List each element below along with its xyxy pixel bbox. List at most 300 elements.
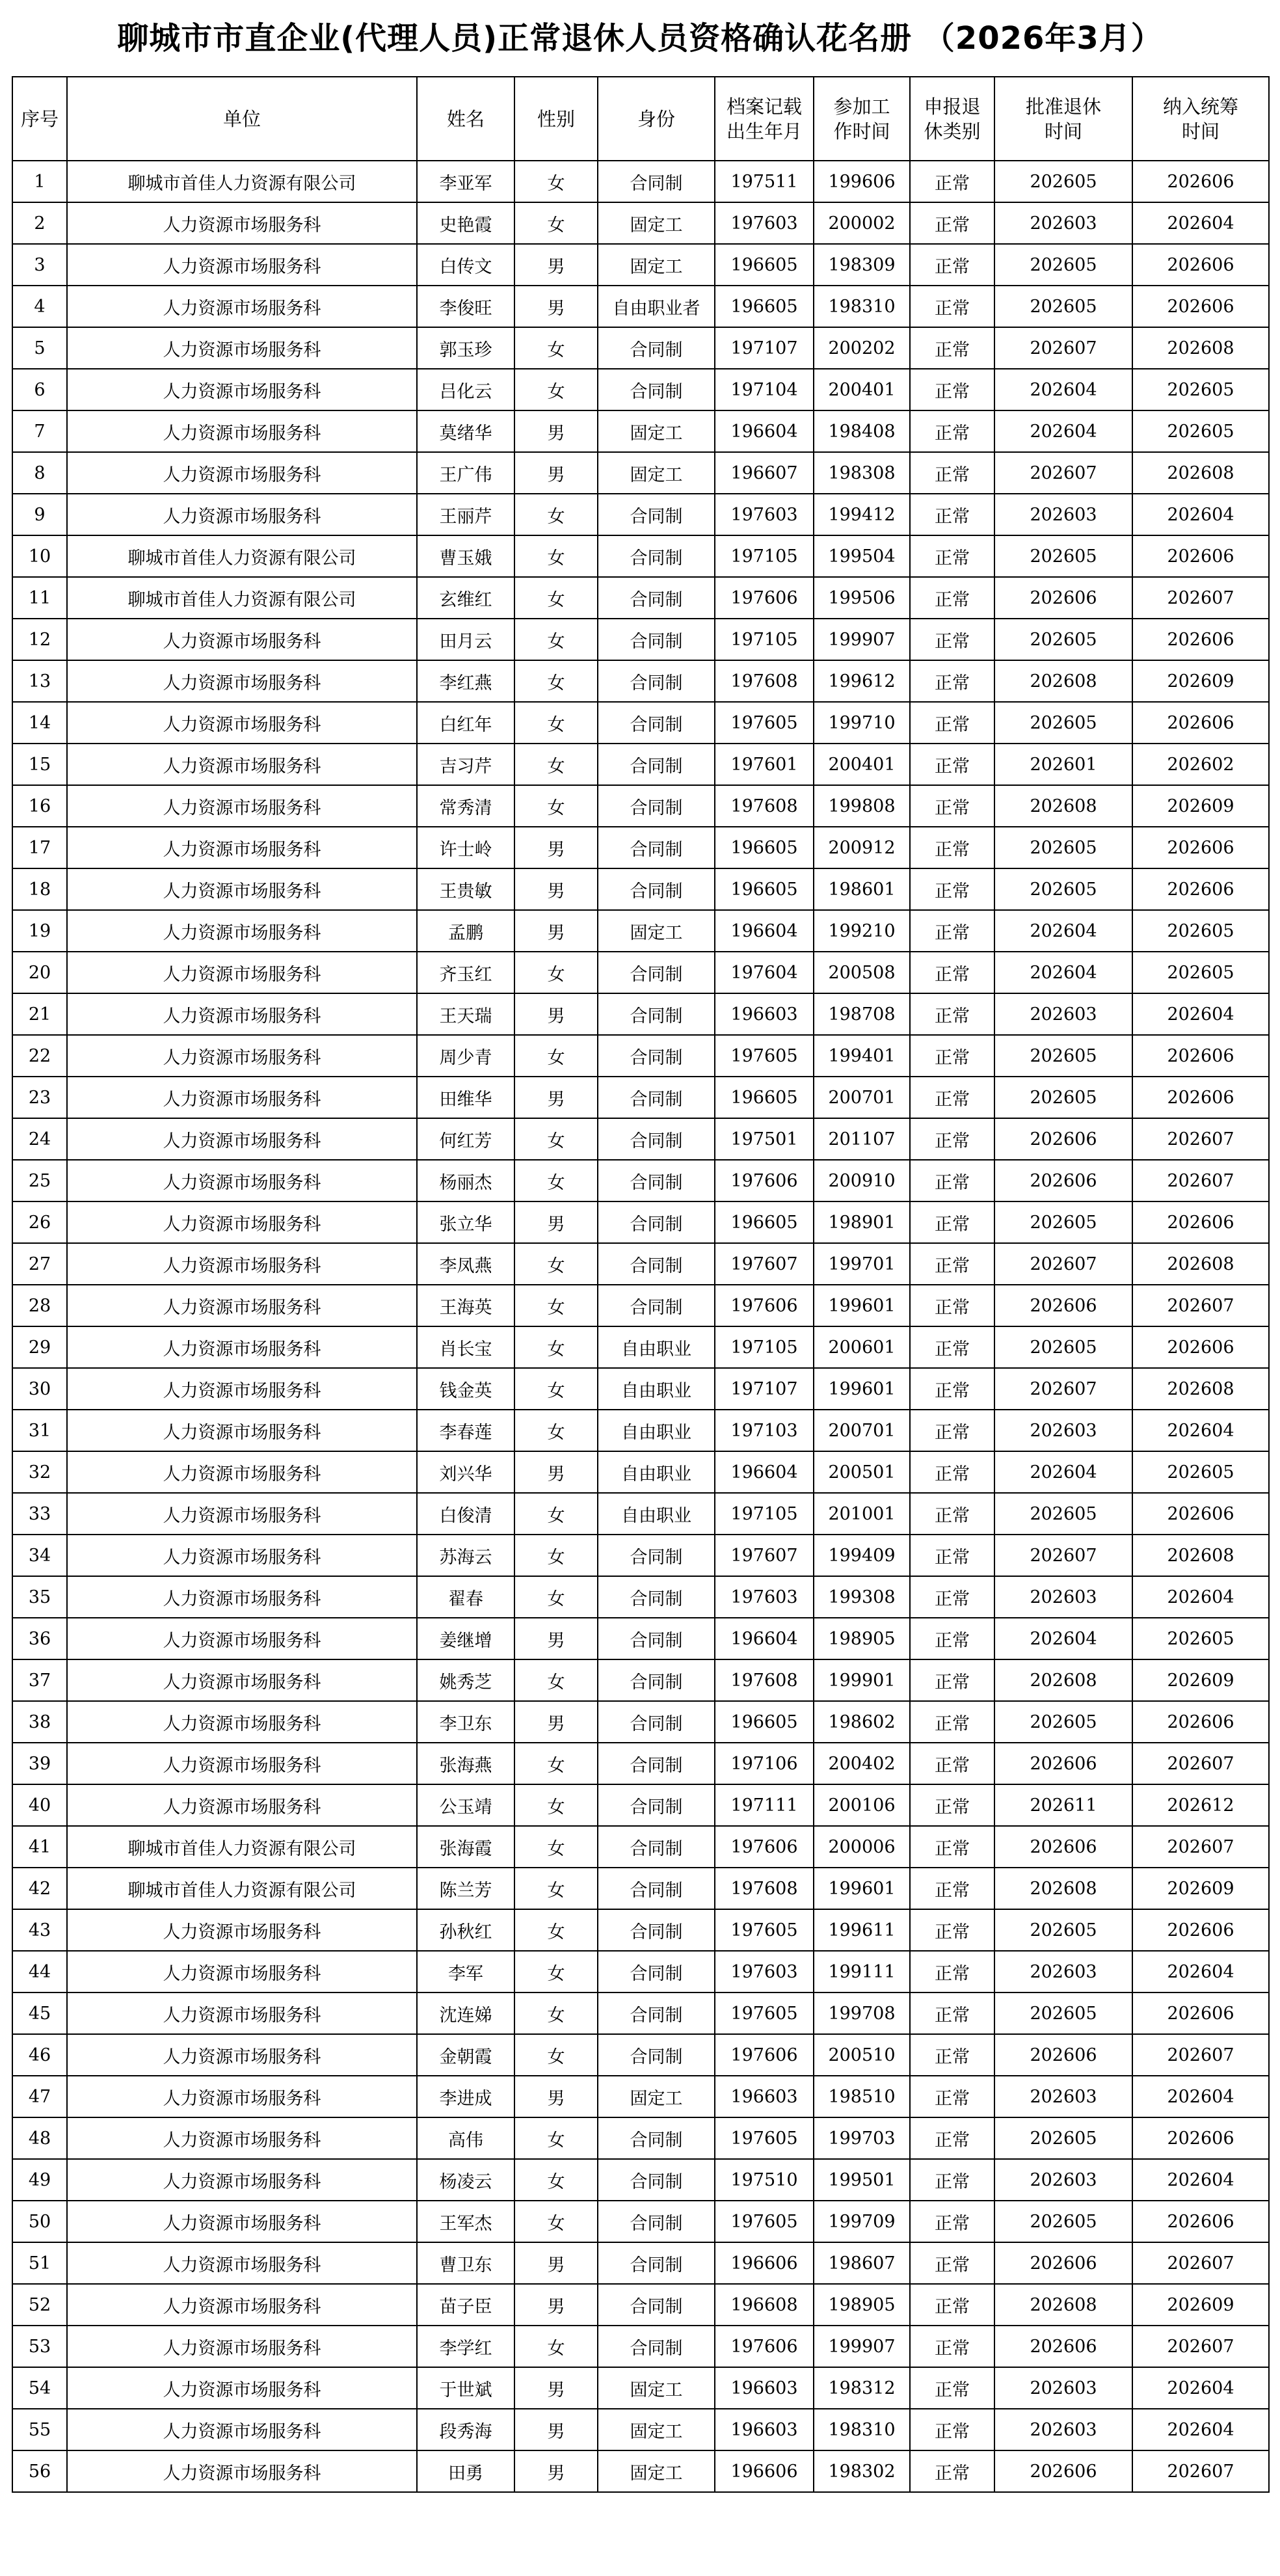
- cell-work-start: 198708: [814, 993, 910, 1035]
- cell-birth: 197608: [715, 1868, 814, 1909]
- cell-unit: 人力资源市场服务科: [67, 286, 417, 327]
- cell-birth: 197511: [715, 161, 814, 202]
- cell-unit: 人力资源市场服务科: [67, 660, 417, 702]
- cell-status: 合同制: [598, 494, 715, 535]
- cell-work-start: 199401: [814, 1035, 910, 1077]
- header-text-line: 纳入统筹: [1162, 95, 1238, 118]
- cell-work-start: 199901: [814, 1659, 910, 1701]
- cell-pool-time: 202609: [1132, 1659, 1269, 1701]
- cell-name: 田勇: [417, 2450, 514, 2492]
- cell-gender: 女: [514, 1160, 598, 1201]
- cell-index: 25: [12, 1160, 67, 1201]
- table-row: [12, 744, 1269, 785]
- cell-retire-type: 正常: [910, 952, 994, 993]
- cell-name: 沈连娣: [417, 1992, 514, 2034]
- cell-gender: 女: [514, 1535, 598, 1576]
- cell-gender: 女: [514, 1909, 598, 1951]
- cell-gender: 男: [514, 1701, 598, 1743]
- cell-name: 张海霞: [417, 1826, 514, 1868]
- cell-work-start: 199709: [814, 2201, 910, 2242]
- table-row: [12, 2159, 1269, 2201]
- table-row: [12, 494, 1269, 535]
- cell-birth: 197608: [715, 660, 814, 702]
- cell-index: 46: [12, 2034, 67, 2076]
- cell-birth: 197501: [715, 1118, 814, 1160]
- cell-gender: 男: [514, 868, 598, 910]
- cell-index: 3: [12, 244, 67, 286]
- cell-work-start: 198302: [814, 2450, 910, 2492]
- header-text-line: 时间: [1181, 120, 1220, 142]
- cell-work-start: 199506: [814, 577, 910, 619]
- cell-approved-time: 202603: [994, 2409, 1132, 2450]
- cell-gender: 女: [514, 202, 598, 244]
- col-header-approved-time: [994, 77, 1132, 161]
- cell-name: 白俊清: [417, 1493, 514, 1535]
- cell-gender: 男: [514, 827, 598, 868]
- cell-birth: 196605: [715, 1077, 814, 1118]
- cell-pool-time: 202605: [1132, 952, 1269, 993]
- cell-pool-time: 202607: [1132, 2450, 1269, 2492]
- cell-retire-type: 正常: [910, 2326, 994, 2367]
- cell-gender: 女: [514, 1368, 598, 1410]
- cell-retire-type: 正常: [910, 2159, 994, 2201]
- cell-birth: 197510: [715, 2159, 814, 2201]
- cell-index: 10: [12, 535, 67, 577]
- col-header-pool-time: [1132, 77, 1269, 161]
- cell-status: 合同制: [598, 868, 715, 910]
- cell-retire-type: 正常: [910, 1368, 994, 1410]
- cell-gender: 女: [514, 1410, 598, 1451]
- cell-status: 合同制: [598, 1992, 715, 2034]
- cell-pool-time: 202606: [1132, 1035, 1269, 1077]
- cell-retire-type: 正常: [910, 2034, 994, 2076]
- cell-approved-time: 202606: [994, 1285, 1132, 1326]
- cell-unit: 人力资源市场服务科: [67, 2409, 417, 2450]
- cell-pool-time: 202605: [1132, 910, 1269, 952]
- cell-unit: 人力资源市场服务科: [67, 1368, 417, 1410]
- cell-retire-type: 正常: [910, 494, 994, 535]
- cell-index: 43: [12, 1909, 67, 1951]
- cell-status: 合同制: [598, 2242, 715, 2284]
- cell-pool-time: 202607: [1132, 1118, 1269, 1160]
- cell-approved-time: 202604: [994, 410, 1132, 452]
- header-text-line: 申报退: [924, 95, 981, 118]
- cell-status: 固定工: [598, 910, 715, 952]
- cell-approved-time: 202607: [994, 327, 1132, 369]
- cell-status: 合同制: [598, 577, 715, 619]
- cell-status: 合同制: [598, 1118, 715, 1160]
- cell-work-start: 198309: [814, 244, 910, 286]
- cell-unit: 人力资源市场服务科: [67, 327, 417, 369]
- cell-work-start: 201107: [814, 1118, 910, 1160]
- cell-name: 公玉靖: [417, 1784, 514, 1826]
- cell-gender: 女: [514, 1576, 598, 1618]
- table-row: [12, 369, 1269, 410]
- table-body: [12, 161, 1269, 2492]
- table-row: [12, 2450, 1269, 2492]
- cell-gender: 男: [514, 1451, 598, 1493]
- cell-birth: 196604: [715, 1451, 814, 1493]
- cell-birth: 196603: [715, 2076, 814, 2117]
- table-row: [12, 452, 1269, 494]
- roster-table-wrapper: [12, 76, 1268, 2493]
- cell-name: 刘兴华: [417, 1451, 514, 1493]
- cell-status: 合同制: [598, 1285, 715, 1326]
- cell-name: 许士岭: [417, 827, 514, 868]
- cell-unit: 人力资源市场服务科: [67, 1992, 417, 2034]
- cell-name: 杨丽杰: [417, 1160, 514, 1201]
- table-row: [12, 1243, 1269, 1285]
- cell-approved-time: 202605: [994, 1493, 1132, 1535]
- cell-approved-time: 202607: [994, 1368, 1132, 1410]
- cell-pool-time: 202606: [1132, 1326, 1269, 1368]
- cell-name: 王贵敏: [417, 868, 514, 910]
- cell-name: 李卫东: [417, 1701, 514, 1743]
- cell-name: 张立华: [417, 1201, 514, 1243]
- cell-gender: 男: [514, 2284, 598, 2326]
- cell-work-start: 198905: [814, 2284, 910, 2326]
- table-row: [12, 2326, 1269, 2367]
- cell-index: 23: [12, 1077, 67, 1118]
- cell-pool-time: 202606: [1132, 2201, 1269, 2242]
- cell-index: 13: [12, 660, 67, 702]
- cell-work-start: 200401: [814, 744, 910, 785]
- cell-work-start: 200401: [814, 369, 910, 410]
- table-row: [12, 2076, 1269, 2117]
- cell-status: 固定工: [598, 2409, 715, 2450]
- cell-birth: 197105: [715, 619, 814, 660]
- col-header-index: [12, 77, 67, 161]
- cell-gender: 女: [514, 1493, 598, 1535]
- cell-birth: 196603: [715, 2367, 814, 2409]
- cell-approved-time: 202605: [994, 702, 1132, 744]
- cell-name: 吉习芹: [417, 744, 514, 785]
- cell-work-start: 199708: [814, 1992, 910, 2034]
- cell-index: 47: [12, 2076, 67, 2117]
- cell-retire-type: 正常: [910, 369, 994, 410]
- cell-name: 齐玉红: [417, 952, 514, 993]
- cell-approved-time: 202604: [994, 1451, 1132, 1493]
- cell-name: 张海燕: [417, 1743, 514, 1784]
- cell-pool-time: 202612: [1132, 1784, 1269, 1826]
- cell-approved-time: 202608: [994, 2284, 1132, 2326]
- cell-approved-time: 202607: [994, 1535, 1132, 1576]
- cell-status: 合同制: [598, 369, 715, 410]
- cell-gender: 男: [514, 2450, 598, 2492]
- cell-approved-time: 202603: [994, 494, 1132, 535]
- cell-gender: 女: [514, 2326, 598, 2367]
- cell-birth: 197606: [715, 2326, 814, 2367]
- cell-approved-time: 202603: [994, 1576, 1132, 1618]
- header-text-line: 性别: [537, 107, 575, 130]
- cell-approved-time: 202605: [994, 1326, 1132, 1368]
- cell-pool-time: 202608: [1132, 1535, 1269, 1576]
- cell-retire-type: 正常: [910, 244, 994, 286]
- cell-pool-time: 202605: [1132, 369, 1269, 410]
- cell-retire-type: 正常: [910, 827, 994, 868]
- header-text-line: 休类别: [924, 120, 981, 142]
- table-row: [12, 1826, 1269, 1868]
- cell-approved-time: 202604: [994, 1618, 1132, 1659]
- cell-pool-time: 202606: [1132, 1909, 1269, 1951]
- cell-gender: 女: [514, 161, 598, 202]
- cell-approved-time: 202611: [994, 1784, 1132, 1826]
- cell-work-start: 198607: [814, 2242, 910, 2284]
- cell-approved-time: 202606: [994, 1160, 1132, 1201]
- cell-pool-time: 202602: [1132, 744, 1269, 785]
- cell-index: 40: [12, 1784, 67, 1826]
- cell-approved-time: 202606: [994, 1743, 1132, 1784]
- cell-index: 32: [12, 1451, 67, 1493]
- cell-status: 合同制: [598, 619, 715, 660]
- cell-name: 李亚军: [417, 161, 514, 202]
- cell-unit: 聊城市首佳人力资源有限公司: [67, 535, 417, 577]
- table-row: [12, 1285, 1269, 1326]
- cell-retire-type: 正常: [910, 660, 994, 702]
- cell-pool-time: 202609: [1132, 1868, 1269, 1909]
- cell-index: 30: [12, 1368, 67, 1410]
- cell-status: 固定工: [598, 452, 715, 494]
- cell-unit: 人力资源市场服务科: [67, 244, 417, 286]
- cell-birth: 197103: [715, 1410, 814, 1451]
- cell-status: 合同制: [598, 1035, 715, 1077]
- cell-approved-time: 202604: [994, 910, 1132, 952]
- cell-approved-time: 202603: [994, 993, 1132, 1035]
- cell-work-start: 198510: [814, 2076, 910, 2117]
- cell-unit: 聊城市首佳人力资源有限公司: [67, 1868, 417, 1909]
- col-header-status: [598, 77, 715, 161]
- cell-gender: 女: [514, 1951, 598, 1992]
- cell-retire-type: 正常: [910, 2284, 994, 2326]
- cell-retire-type: 正常: [910, 535, 994, 577]
- cell-work-start: 200510: [814, 2034, 910, 2076]
- cell-gender: 女: [514, 1992, 598, 2034]
- cell-work-start: 200910: [814, 1160, 910, 1201]
- cell-work-start: 198601: [814, 868, 910, 910]
- cell-status: 合同制: [598, 660, 715, 702]
- cell-index: 14: [12, 702, 67, 744]
- cell-approved-time: 202605: [994, 1701, 1132, 1743]
- cell-index: 20: [12, 952, 67, 993]
- cell-name: 周少青: [417, 1035, 514, 1077]
- cell-name: 姚秀芝: [417, 1659, 514, 1701]
- cell-retire-type: 正常: [910, 1451, 994, 1493]
- table-row: [12, 244, 1269, 286]
- cell-work-start: 199504: [814, 535, 910, 577]
- cell-approved-time: 202605: [994, 161, 1132, 202]
- cell-unit: 人力资源市场服务科: [67, 494, 417, 535]
- cell-name: 孟鹏: [417, 910, 514, 952]
- cell-approved-time: 202601: [994, 744, 1132, 785]
- cell-unit: 人力资源市场服务科: [67, 202, 417, 244]
- cell-index: 31: [12, 1410, 67, 1451]
- cell-gender: 女: [514, 619, 598, 660]
- cell-retire-type: 正常: [910, 702, 994, 744]
- cell-status: 合同制: [598, 2201, 715, 2242]
- table-row: [12, 1118, 1269, 1160]
- cell-birth: 197104: [715, 369, 814, 410]
- cell-birth: 197606: [715, 1826, 814, 1868]
- cell-unit: 人力资源市场服务科: [67, 1077, 417, 1118]
- table-row: [12, 702, 1269, 744]
- cell-status: 固定工: [598, 2076, 715, 2117]
- cell-unit: 人力资源市场服务科: [67, 1909, 417, 1951]
- table-row: [12, 1535, 1269, 1576]
- cell-index: 5: [12, 327, 67, 369]
- table-row: [12, 1576, 1269, 1618]
- cell-status: 固定工: [598, 2450, 715, 2492]
- cell-pool-time: 202606: [1132, 1701, 1269, 1743]
- cell-pool-time: 202607: [1132, 1743, 1269, 1784]
- cell-work-start: 199611: [814, 1909, 910, 1951]
- cell-index: 27: [12, 1243, 67, 1285]
- cell-retire-type: 正常: [910, 202, 994, 244]
- cell-unit: 人力资源市场服务科: [67, 2076, 417, 2117]
- cell-name: 李春莲: [417, 1410, 514, 1451]
- table-row: [12, 327, 1269, 369]
- cell-unit: 人力资源市场服务科: [67, 952, 417, 993]
- cell-pool-time: 202609: [1132, 660, 1269, 702]
- col-header-retire-type: [910, 77, 994, 161]
- cell-birth: 197601: [715, 744, 814, 785]
- cell-status: 合同制: [598, 1201, 715, 1243]
- cell-work-start: 198310: [814, 286, 910, 327]
- cell-approved-time: 202606: [994, 2450, 1132, 2492]
- cell-work-start: 198408: [814, 410, 910, 452]
- cell-work-start: 198310: [814, 2409, 910, 2450]
- cell-retire-type: 正常: [910, 2117, 994, 2159]
- cell-approved-time: 202607: [994, 1243, 1132, 1285]
- cell-pool-time: 202608: [1132, 1243, 1269, 1285]
- cell-index: 12: [12, 619, 67, 660]
- table-row: [12, 2034, 1269, 2076]
- cell-pool-time: 202604: [1132, 494, 1269, 535]
- cell-name: 李红燕: [417, 660, 514, 702]
- cell-gender: 女: [514, 1326, 598, 1368]
- cell-unit: 人力资源市场服务科: [67, 1701, 417, 1743]
- cell-gender: 男: [514, 1077, 598, 1118]
- cell-gender: 女: [514, 1743, 598, 1784]
- cell-gender: 男: [514, 410, 598, 452]
- cell-status: 合同制: [598, 535, 715, 577]
- table-row: [12, 2409, 1269, 2450]
- cell-work-start: 198308: [814, 452, 910, 494]
- cell-work-start: 200002: [814, 202, 910, 244]
- cell-pool-time: 202607: [1132, 577, 1269, 619]
- cell-retire-type: 正常: [910, 2242, 994, 2284]
- cell-unit: 人力资源市场服务科: [67, 868, 417, 910]
- cell-birth: 197608: [715, 785, 814, 827]
- cell-birth: 196605: [715, 1701, 814, 1743]
- cell-status: 自由职业: [598, 1451, 715, 1493]
- cell-birth: 196608: [715, 2284, 814, 2326]
- cell-gender: 女: [514, 1784, 598, 1826]
- cell-birth: 196607: [715, 452, 814, 494]
- cell-index: 37: [12, 1659, 67, 1701]
- cell-unit: 人力资源市场服务科: [67, 993, 417, 1035]
- cell-name: 王天瑞: [417, 993, 514, 1035]
- cell-birth: 197605: [715, 1992, 814, 2034]
- cell-retire-type: 正常: [910, 1701, 994, 1743]
- cell-approved-time: 202605: [994, 1201, 1132, 1243]
- header-text-line: 档案记载: [726, 95, 802, 118]
- cell-pool-time: 202604: [1132, 1951, 1269, 1992]
- table-row: [12, 1659, 1269, 1701]
- cell-birth: 197608: [715, 1659, 814, 1701]
- col-header-work-start: [814, 77, 910, 161]
- table-row: [12, 952, 1269, 993]
- cell-work-start: 199601: [814, 1868, 910, 1909]
- table-row: [12, 1160, 1269, 1201]
- cell-approved-time: 202608: [994, 785, 1132, 827]
- cell-birth: 197603: [715, 202, 814, 244]
- cell-retire-type: 正常: [910, 410, 994, 452]
- cell-status: 合同制: [598, 1077, 715, 1118]
- cell-unit: 人力资源市场服务科: [67, 369, 417, 410]
- cell-work-start: 199612: [814, 660, 910, 702]
- cell-status: 固定工: [598, 244, 715, 286]
- retirement-roster-table: [12, 76, 1270, 2493]
- cell-pool-time: 202609: [1132, 2284, 1269, 2326]
- cell-index: 8: [12, 452, 67, 494]
- cell-name: 李学红: [417, 2326, 514, 2367]
- cell-unit: 人力资源市场服务科: [67, 744, 417, 785]
- cell-work-start: 198602: [814, 1701, 910, 1743]
- cell-name: 金朝霞: [417, 2034, 514, 2076]
- cell-unit: 人力资源市场服务科: [67, 785, 417, 827]
- cell-gender: 女: [514, 1659, 598, 1701]
- cell-unit: 人力资源市场服务科: [67, 1285, 417, 1326]
- cell-gender: 女: [514, 785, 598, 827]
- cell-unit: 人力资源市场服务科: [67, 1743, 417, 1784]
- cell-work-start: 201001: [814, 1493, 910, 1535]
- cell-birth: 197105: [715, 535, 814, 577]
- cell-index: 16: [12, 785, 67, 827]
- cell-unit: 人力资源市场服务科: [67, 1493, 417, 1535]
- cell-index: 44: [12, 1951, 67, 1992]
- cell-birth: 197605: [715, 702, 814, 744]
- table-row: [12, 785, 1269, 827]
- cell-birth: 196603: [715, 2409, 814, 2450]
- cell-status: 自由职业: [598, 1493, 715, 1535]
- cell-approved-time: 202605: [994, 1992, 1132, 2034]
- cell-index: 56: [12, 2450, 67, 2492]
- cell-status: 合同制: [598, 1868, 715, 1909]
- cell-index: 26: [12, 1201, 67, 1243]
- cell-index: 33: [12, 1493, 67, 1535]
- table-row: [12, 2284, 1269, 2326]
- cell-index: 4: [12, 286, 67, 327]
- cell-status: 合同制: [598, 1951, 715, 1992]
- cell-work-start: 200501: [814, 1451, 910, 1493]
- cell-birth: 197107: [715, 1368, 814, 1410]
- cell-name: 李俊旺: [417, 286, 514, 327]
- cell-retire-type: 正常: [910, 1868, 994, 1909]
- cell-pool-time: 202606: [1132, 1992, 1269, 2034]
- table-row: [12, 1909, 1269, 1951]
- cell-status: 合同制: [598, 1826, 715, 1868]
- cell-pool-time: 202604: [1132, 2409, 1269, 2450]
- col-header-gender: [514, 77, 598, 161]
- cell-gender: 男: [514, 2242, 598, 2284]
- cell-name: 曹卫东: [417, 2242, 514, 2284]
- table-row: [12, 2201, 1269, 2242]
- cell-work-start: 199409: [814, 1535, 910, 1576]
- cell-approved-time: 202603: [994, 2159, 1132, 2201]
- cell-index: 28: [12, 1285, 67, 1326]
- cell-birth: 197107: [715, 327, 814, 369]
- table-row: [12, 910, 1269, 952]
